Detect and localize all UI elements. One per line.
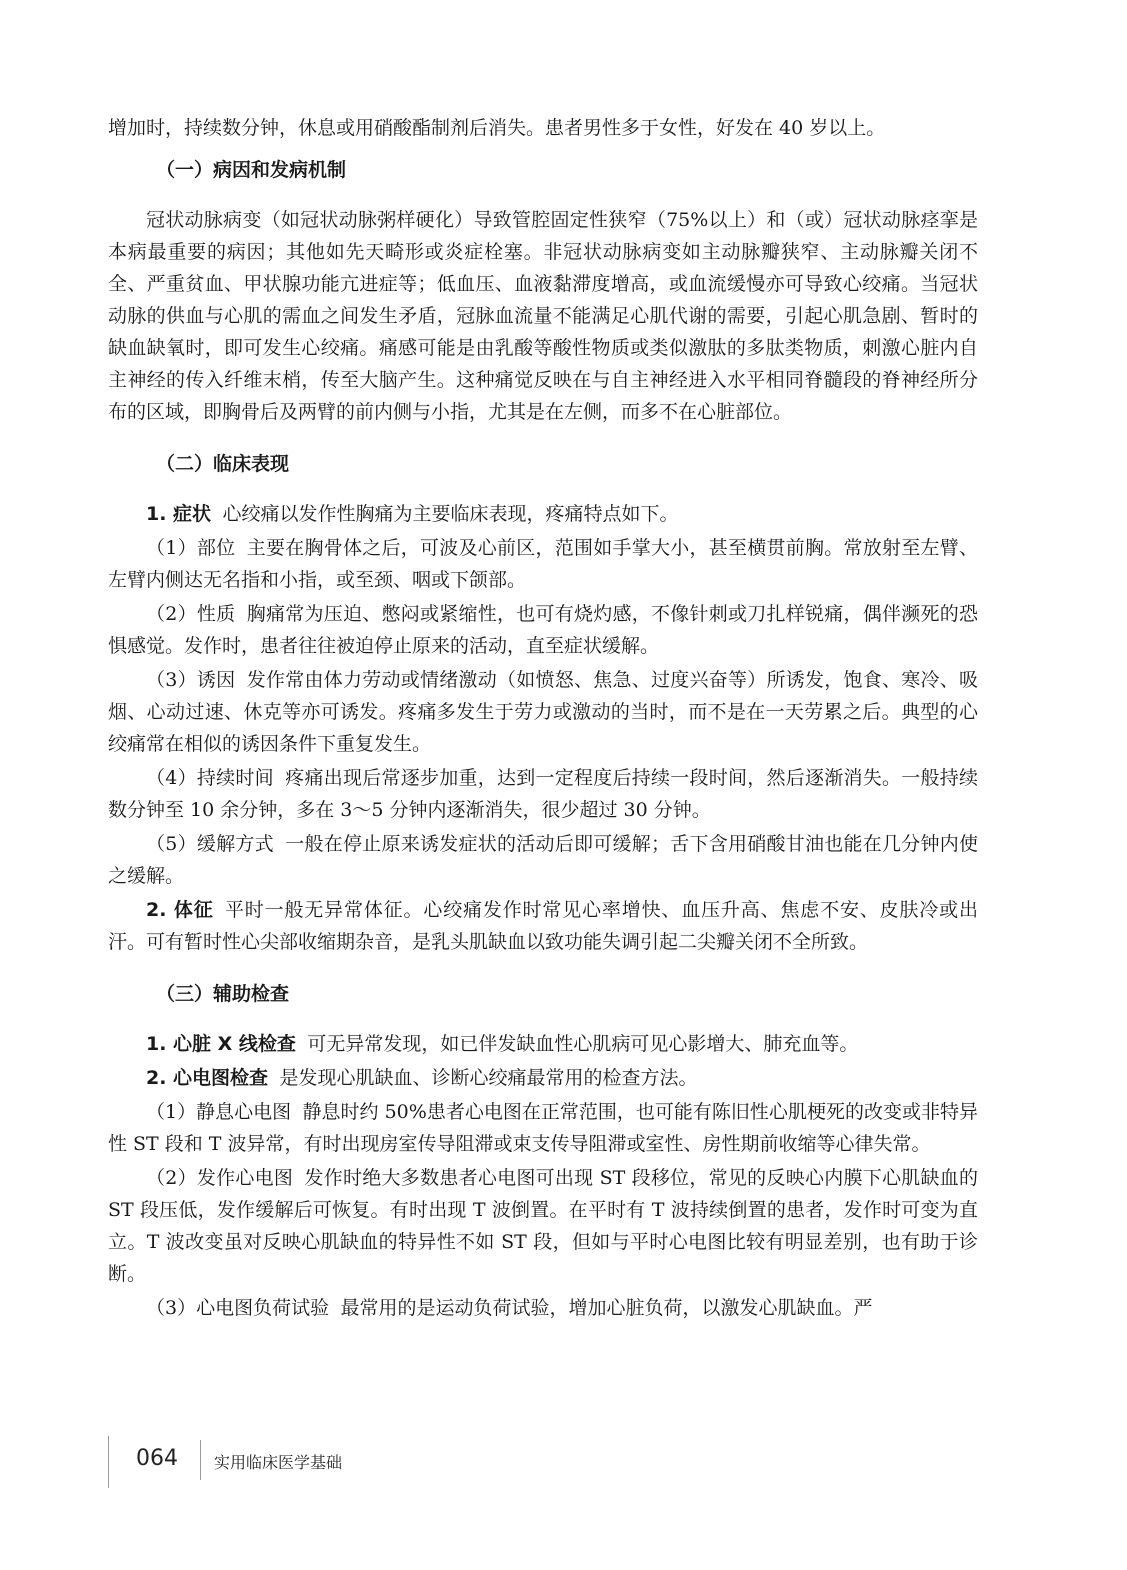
paragraph-relief [108, 828, 978, 892]
paragraph-signs [108, 894, 978, 958]
text-signs: 平时一般无异常体征。心绞痛发作时常见心率增快、血压升高、焦虑不安、皮肤冷或出汗。可有暂时性心尖部收缩期杂音，是乳头肌缺血以致功能失调引起二尖瓣关闭不全所致。 [108, 899, 978, 953]
text-stress-ecg: 最常用的是运动负荷试验，增加心脏负荷，以激发心肌缺血。严 [340, 1297, 873, 1319]
paragraph-stress-ecg [108, 1292, 978, 1324]
page-body [108, 112, 978, 1326]
lead-signs: 2. 体征 [146, 899, 214, 921]
text-attack-ecg: 发作时绝大多数患者心电图可出现 ST 段移位，常见的反映心内膜下心肌缺血的 ST 段压低，发作缓解后可恢复。有时出现 T 波倒置。在平时有 T 波持续倒置的患者，发作时可变为直立。T 波改变虽对反映心肌缺血的特异性不如 ST 段，但如与平时心电图比较有明显差别，也有助于诊断。 [108, 1167, 978, 1285]
lead-attack-ecg: （2）发作心电图 [146, 1167, 294, 1189]
paragraph-xray [108, 1028, 978, 1060]
paragraph-symptoms [108, 498, 978, 530]
text-symptoms: 心绞痛以发作性胸痛为主要临床表现，疼痛特点如下。 [222, 503, 679, 525]
footer-divider-left [108, 1436, 109, 1488]
text-duration: 疼痛出现后常逐步加重，达到一定程度后持续一段时间，然后逐渐消失。一般持续数分钟至 10 余分钟，多在 3～5 分钟内逐渐消失，很少超过 30 分钟。 [108, 767, 978, 821]
paragraph-location [108, 532, 978, 596]
lead-triggers: （3）诱因 [146, 669, 236, 691]
text-resting-ecg: 静息时约 50%患者心电图在正常范围，也可能有陈旧性心肌梗死的改变或非特异性 ST 段和 T 波异常，有时出现房室传导阻滞或束支传导阻滞或室性、房性期前收缩等心律失常。 [108, 1101, 978, 1155]
lead-stress-ecg: （3）心电图负荷试验 [146, 1297, 330, 1319]
lead-nature: （2）性质 [146, 603, 236, 625]
paragraph-triggers [108, 664, 978, 760]
lead-ecg: 2. 心电图检查 [146, 1067, 269, 1089]
lead-duration: （4）持续时间 [146, 767, 274, 789]
footer-divider [200, 1440, 201, 1480]
paragraph-continuation: 增加时，持续数分钟，休息或用硝酸酯制剂后消失。患者男性多于女性，好发在 40 岁以上。 [108, 117, 886, 139]
lead-symptoms: 1. 症状 [146, 503, 212, 525]
text-location: 主要在胸骨体之后，可波及心前区，范围如手掌大小，甚至横贯前胸。常放射至左臂、左臂内侧达无名指和小指，或至颈、咽或下颌部。 [108, 537, 978, 591]
section-heading-etiology: （一）病因和发病机制 [156, 159, 347, 181]
book-title: 实用临床医学基础 [214, 1453, 343, 1472]
text-xray: 可无异常发现，如已伴发缺血性心肌病可见心影增大、肺充血等。 [307, 1033, 859, 1055]
paragraph-nature [108, 598, 978, 662]
lead-relief: （5）缓解方式 [146, 833, 274, 855]
lead-xray: 1. 心脏 X 线检查 [146, 1033, 296, 1055]
section-heading-clinical: （二）临床表现 [156, 453, 290, 475]
text-relief: 一般在停止原来诱发症状的活动后即可缓解；舌下含用硝酸甘油也能在几分钟内使之缓解。 [108, 833, 978, 887]
lead-location: （1）部位 [146, 537, 236, 559]
text-ecg: 是发现心肌缺血、诊断心绞痛最常用的检查方法。 [279, 1067, 698, 1089]
paragraph-attack-ecg [108, 1162, 978, 1290]
paragraph-ecg [108, 1062, 978, 1094]
text-nature: 胸痛常为压迫、憋闷或紧缩性，也可有烧灼感，不像针刺或刀扎样锐痛，偶伴濒死的恐惧感觉。发作时，患者往往被迫停止原来的活动，直至症状缓解。 [108, 603, 978, 657]
paragraph-duration [108, 762, 978, 826]
paragraph-etiology: 冠状动脉病变（如冠状动脉粥样硬化）导致管腔固定性狭窄（75%以上）和（或）冠状动脉痉挛是本病最重要的病因；其他如先天畸形或炎症栓塞。非冠状动脉病变如主动脉瓣狭窄、主动脉瓣关闭不全、严重贫血、甲状腺功能亢进症等；低血压、血液黏滞度增高，或血流缓慢亦可导致心绞痛。当冠状动脉的供血与心肌的需血之间发生矛盾，冠脉血流量不能满足心肌代谢的需要，引起心肌急剧、暂时的缺血缺氧时，即可发生心绞痛。痛感可能是由乳酸等酸性物质或类似激肽的多肽类物质，刺激心脏内自主神经的传入纤维末梢，传至大脑产生。这种痛觉反映在与自主神经进入水平相同脊髓段的脊神经所分布的区域，即胸骨后及两臂的前内侧与小指，尤其是在左侧，而多不在心脏部位。 [108, 209, 978, 423]
section-heading-exams: （三）辅助检查 [156, 983, 290, 1005]
page-number: 064 [136, 1446, 178, 1471]
page-footer [108, 1436, 408, 1488]
text-triggers: 发作常由体力劳动或情绪激动（如愤怒、焦急、过度兴奋等）所诱发，饱食、寒冷、吸烟、心动过速、休克等亦可诱发。疼痛多发生于劳力或激动的当时，而不是在一天劳累之后。典型的心绞痛常在相似的诱因条件下重复发生。 [108, 669, 978, 755]
lead-resting-ecg: （1）静息心电图 [146, 1101, 292, 1123]
paragraph-resting-ecg [108, 1096, 978, 1160]
